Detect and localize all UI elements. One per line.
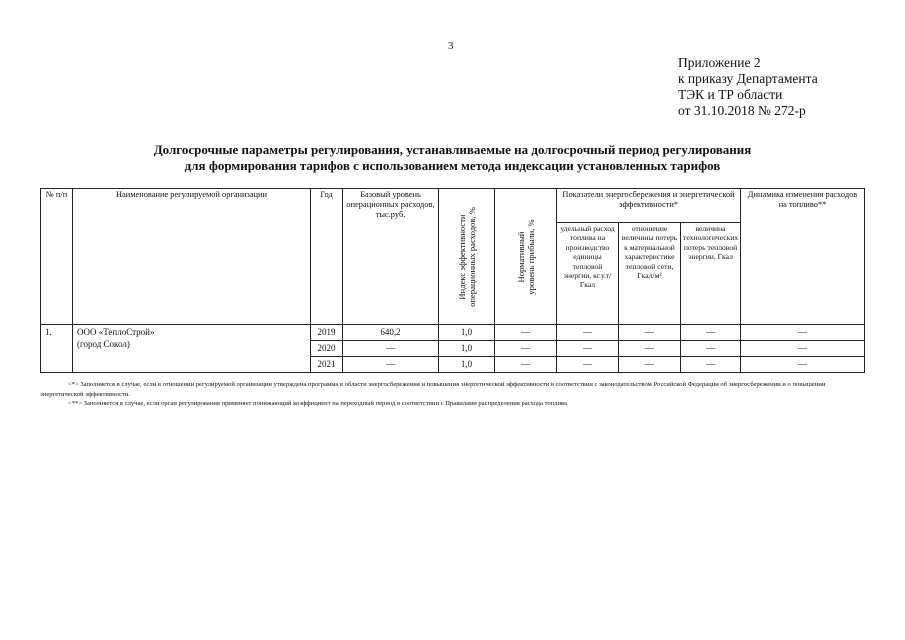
annex-block bbox=[678, 55, 818, 119]
dynamics-cell: — bbox=[741, 357, 865, 373]
footnote-2: <**> Заполняется в случае, если орган регулирования применяет понижающий коэффициент на переходный период в соответствии с Правилами распределения расхода топлива bbox=[68, 400, 567, 408]
year-cell: 2019 bbox=[311, 325, 343, 341]
index-cell: 1,0 bbox=[439, 357, 495, 373]
header-dynamics: Динамика изменения расходов на топливо** bbox=[741, 189, 865, 325]
profit-cell: — bbox=[495, 325, 557, 341]
header-num: № п/п bbox=[41, 189, 73, 325]
title-line-2: для формирования тарифов с использованием метода индексации установленных тарифов bbox=[184, 158, 721, 173]
header-profit-level bbox=[495, 189, 557, 325]
annex-line-3: ТЭК и ТР области bbox=[678, 87, 783, 102]
base-cell: 640,2 bbox=[343, 325, 439, 341]
header-profit-line-1: Нормативный bbox=[515, 230, 526, 283]
dynamics-cell: — bbox=[741, 325, 865, 341]
header-base-level: Базовый уровень операционных расходов, тыс.руб. bbox=[343, 189, 439, 325]
tech-losses-cell: — bbox=[681, 341, 741, 357]
loss-ratio-cell: — bbox=[619, 357, 681, 373]
year-cell: 2021 bbox=[311, 357, 343, 373]
loss-ratio-cell: — bbox=[619, 325, 681, 341]
loss-ratio-cell: — bbox=[619, 341, 681, 357]
annex-line-1: Приложение 2 bbox=[678, 55, 761, 70]
annex-line-2: к приказу Департамента bbox=[678, 71, 818, 86]
header-energy-group: Показатели энергосбережения и энергетической эффективности* bbox=[557, 189, 741, 223]
header-org: Наименование регулируемой организации bbox=[73, 189, 311, 325]
index-cell: 1,0 bbox=[439, 325, 495, 341]
page-number: 3 bbox=[448, 40, 454, 52]
dynamics-cell: — bbox=[741, 341, 865, 357]
footnote-1: <*> Заполняется в случае, если в отношении регулируемой организации утверждена программа в области энергосбережения и повышения энергетической эффективности в соответствии с законодательством Российской Федерации об энергосбережении и о повышении энергетической эффективности. bbox=[40, 381, 826, 398]
parameters-table bbox=[40, 188, 865, 373]
header-profit-line-2: уровень прибыли, % bbox=[525, 218, 536, 295]
fuel-rate-cell: — bbox=[557, 325, 619, 341]
subheader-tech-losses: величина технологических потерь тепловой энергии, Гкал bbox=[681, 223, 741, 325]
tech-losses-cell: — bbox=[681, 325, 741, 341]
profit-cell: — bbox=[495, 341, 557, 357]
org-name: ООО «ТеплоСтрой» bbox=[77, 327, 155, 337]
table-row bbox=[41, 325, 865, 341]
base-cell: — bbox=[343, 341, 439, 357]
tech-losses-cell: — bbox=[681, 357, 741, 373]
annex-line-4: от 31.10.2018 № 272-р bbox=[678, 103, 806, 118]
document-title bbox=[0, 142, 905, 174]
title-line-1: Долгосрочные параметры регулирования, устанавливаемые на долгосрочный период регулирования bbox=[153, 142, 752, 157]
base-cell: — bbox=[343, 357, 439, 373]
year-cell: 2020 bbox=[311, 341, 343, 357]
fuel-rate-cell: — bbox=[557, 357, 619, 373]
footnotes bbox=[40, 380, 870, 409]
org-cell bbox=[73, 325, 311, 373]
header-index-line-2: операционных расходов, % bbox=[466, 206, 477, 307]
row-num: 1. bbox=[41, 325, 73, 373]
fuel-rate-cell: — bbox=[557, 341, 619, 357]
header-index-line-1: Индекс эффективности bbox=[456, 213, 467, 300]
subheader-loss-ratio: отношение величины потерь к материальной характеристике тепловой сети, Гкал/м² bbox=[619, 223, 681, 325]
profit-cell: — bbox=[495, 357, 557, 373]
index-cell: 1,0 bbox=[439, 341, 495, 357]
subheader-fuel-rate: удельный расход топлива на производство единицы тепловой энергии, кг.у.т/Гкал bbox=[557, 223, 619, 325]
org-city: (город Сокол) bbox=[77, 339, 130, 349]
header-year: Год bbox=[311, 189, 343, 325]
header-efficiency-index bbox=[439, 189, 495, 325]
header-row bbox=[41, 189, 865, 223]
